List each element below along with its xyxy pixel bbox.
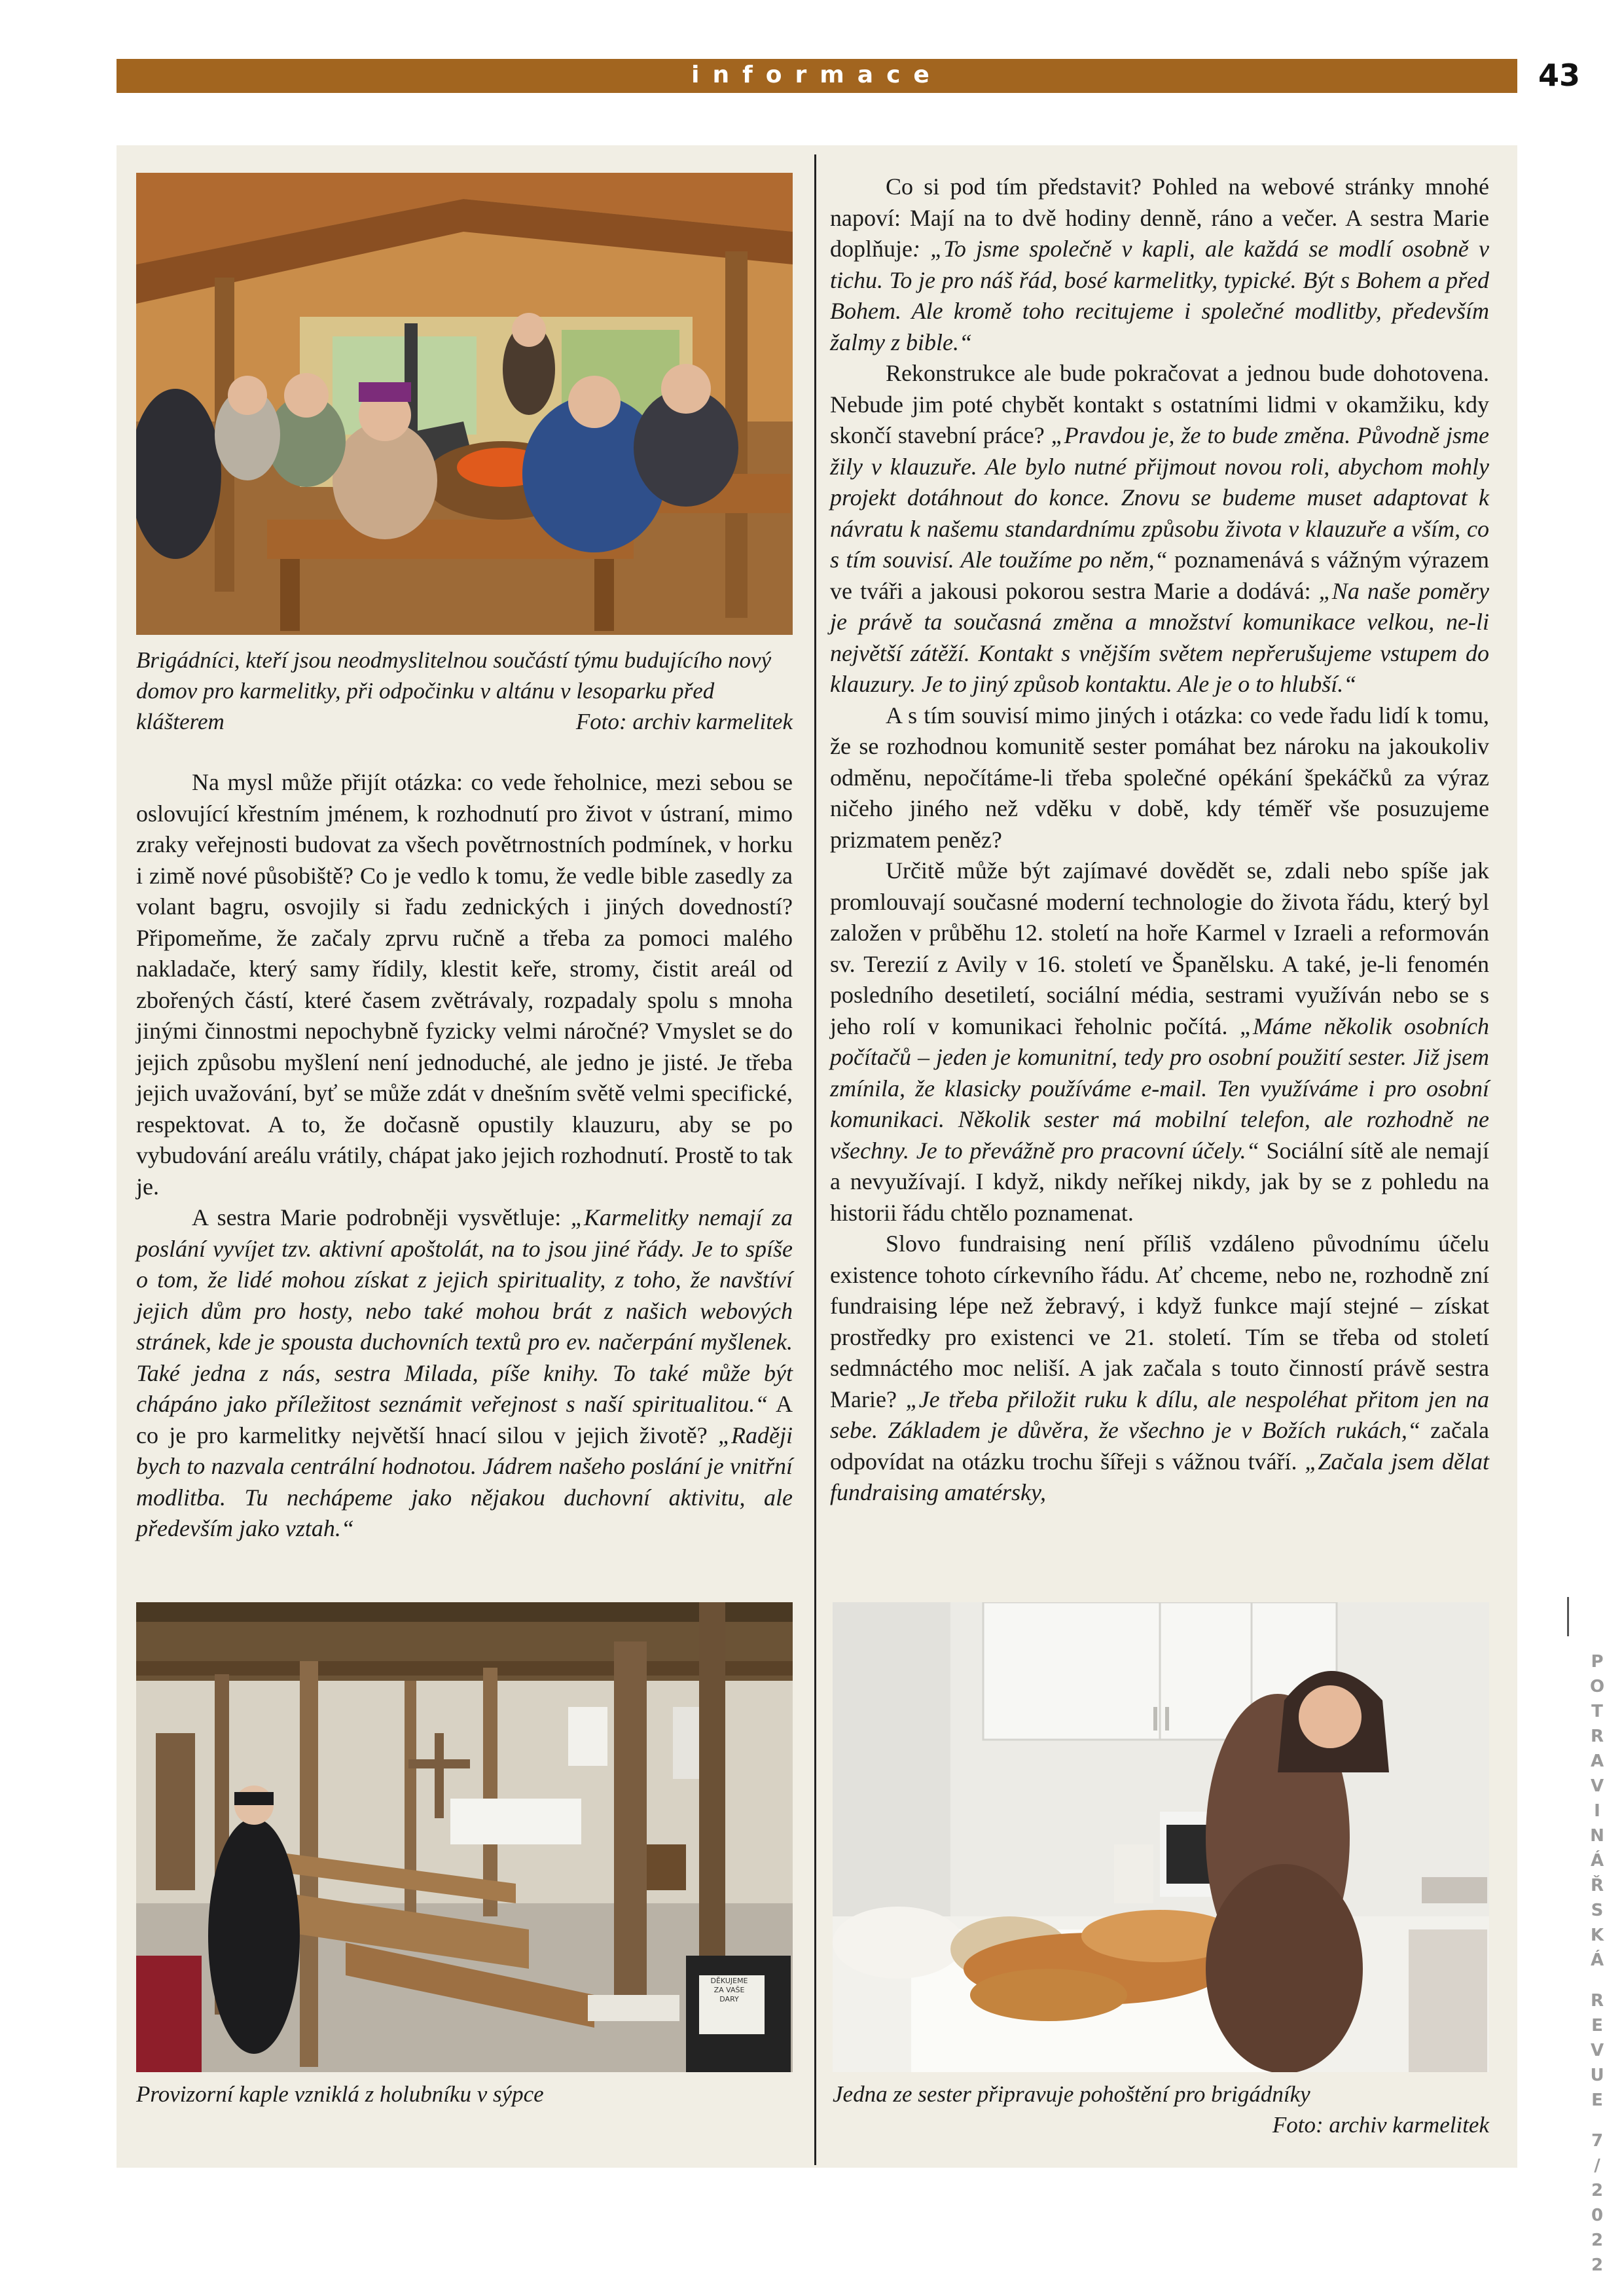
right-paragraph-1-intro: Co si pod tím představit? Pohled na webové stránky mnohé napoví: Mají na to dvě hodiny denně, ráno a večer. A sestra Marie doplňuje: [830, 173, 1489, 262]
side-letter: Ř: [1590, 1876, 1604, 1895]
gazebo-photo: [136, 173, 793, 635]
side-letter: E: [1591, 2016, 1603, 2036]
side-letter: P: [1591, 1652, 1604, 1672]
left-paragraph-2-intro: A sestra Marie podrobněji vysvětluje:: [192, 1204, 571, 1230]
donation-box-line-2: ZA VAŠE: [713, 1986, 745, 1994]
right-paragraph-5-quote-2: „Začala jsem dělat fundraising amatérsky,: [830, 1448, 1489, 1505]
side-letter: R: [1590, 1727, 1604, 1746]
gazebo-caption: [136, 645, 793, 737]
side-letter: N: [1590, 1826, 1604, 1846]
right-paragraph-4-intro: Určitě může být zajímavé dovědět se, zdali nebo spíše jak promlouvají současné moderní technologie do života řádu, který byl založen v průběhu 12. století na hoře Karmel v Izraeli a reformován sv. Terezií z Avily v 16. století ve Španělsku. A také, je-li fenomén posledního desetiletí, sociální média, sestrami využíván nebo se s jeho rolí v komunikaci řeholnic počítá.: [830, 857, 1489, 1039]
right-paragraph-4-quote: „Máme několik osobních počítačů – jeden je komunitní, tedy pro osobní použití sester. Již jsem zmínila, že klasicky používáme e-mail. Ten využíváme i pro osobní komunikaci. Několik sester má mobilní telefon, ale rozhodně ne všechny. Je to převážně pro pracovní účely.“: [830, 1013, 1489, 1164]
right-paragraph-1: [830, 171, 1489, 358]
kitchen-photo: [833, 1602, 1489, 2072]
kitchen-caption-credit: Foto: archiv karmelitek: [1272, 2112, 1489, 2138]
left-column-text: [136, 767, 793, 1545]
side-letter: V: [1590, 2041, 1604, 2060]
right-paragraph-2-quote-2: „Na naše poměry je právě ta současná změna a množství komunikace velkou, ne-li největší zátěží. Kontakt s vnějším světem nepřerušujeme vstupem do klauzury. Je to jiný způsob kontaktu. Ale je o to hlubší.“: [830, 577, 1489, 697]
right-paragraph-4-end: Sociální sítě ale nemají a nevyužívají. I když, nikdy neříkej nikdy, jak by se z pohledu na historii řádu chtělo poznamenat.: [830, 1137, 1490, 1226]
column-divider: [814, 154, 816, 2165]
side-letter: K: [1590, 1926, 1604, 1945]
donation-box-label: [698, 1977, 761, 2004]
side-letter: Á: [1590, 1950, 1604, 1970]
right-paragraph-2-intro: Rekonstrukce ale bude pokračovat a jednou bude dohotovena. Nebude jim poté chybět kontakt s ostatními lidmi v okamžiku, kdy skončí stavební práce?: [830, 360, 1489, 448]
side-letter: [1584, 2113, 1610, 2128]
side-letter: V: [1590, 1776, 1604, 1796]
kitchen-caption: [833, 2079, 1489, 2140]
kitchen-caption-text: Jedna ze sester připravuje pohoštění pro brigádníky: [833, 2081, 1310, 2107]
side-letter: O: [1589, 1677, 1605, 1696]
left-paragraph-1: Na mysl může přijít otázka: co vede řeholnice, mezi sebou se oslovující křestním jménem, k rozhodnutí pro život v ústraní, mimo zraky veřejnosti budovat za všech povětrnostních podmínek, v horku i zimě nové působiště? Co je vedlo k tomu, že vedle bible zasedly za volant bagru, osvojily si řadu zednických i jiných dovedností? Připomeňme, že začaly zprvu ručně a třeba za pomoci malého nakladače, který samy řídily, klestit keře, stromy, čistit areál od zbořených částí, které časem zvětrávaly, rozpadaly spolu s mnoha jinými činnostmi nepochybně fyzicky velmi náročné? Vmyslet se do jejich způsobu myšlení není jednoduché, ale jedno je jisté. Je třeba jejich uvažování, byť se může zdát v dnešním světě velmi specifické, respektovat. A to, že dočasně opustily klauzuru, aby se po vybudování areálu vrátily, chápat jako jejich rozhodnutí. Prostě to tak je.: [136, 769, 793, 1200]
right-paragraph-5-quote-1: „Je třeba přiložit ruku k dílu, ale nespoléhat přitom jen na sebe. Základem je důvěra, že všechno je v Božích rukách,“: [830, 1386, 1489, 1443]
chapel-caption: Provizorní kaple vzniklá z holubníku v sýpce: [136, 2081, 544, 2107]
side-letter: Á: [1590, 1851, 1604, 1871]
right-paragraph-2: [830, 358, 1489, 700]
right-column-text: [830, 171, 1489, 1509]
left-paragraph-2-quote-2: „Raději bych to nazvala centrální hodnotou. Jádrem našeho poslání je vnitřní modlitba. Tu nechápeme jako nějakou duchovní aktivitu, ale především jako vztah.“: [136, 1422, 793, 1541]
left-paragraph-2: [136, 1202, 793, 1545]
right-paragraph-4: [830, 855, 1489, 1229]
gazebo-caption-text: Brigádníci, kteří jsou neodmyslitelnou součástí týmu budujícího nový domov pro karmelitky, při odpočinku v altánu v lesoparku před klášterem: [136, 647, 772, 734]
gazebo-caption-credit: Foto: archiv karmelitek: [575, 709, 793, 734]
side-letter: 2: [1591, 2181, 1604, 2200]
side-letter: T: [1591, 1702, 1603, 1721]
side-letter: 2: [1591, 2255, 1604, 2275]
right-paragraph-1-quote: : „To jsme společně v kapli, ale každá se modlí osobně v tichu. To je pro náš řád, bosé karmelitky, typické. Být s Bohem a před Bohem. Ale kromě toho recitujeme i společné modlitby, především žalmy z bible.“: [830, 236, 1489, 355]
side-letter: 0: [1591, 2206, 1604, 2225]
side-letter: R: [1590, 1991, 1604, 2011]
section-label: informace: [691, 62, 943, 88]
side-letter: A: [1590, 1751, 1604, 1771]
side-publication-label: [1584, 1649, 1610, 2278]
page-number: 43: [1538, 58, 1581, 93]
donation-box-line-3: DARY: [719, 1995, 739, 2003]
side-letter: [1584, 1973, 1610, 1988]
right-paragraph-5: [830, 1229, 1489, 1509]
side-letter: E: [1591, 2090, 1603, 2110]
side-letter: S: [1591, 1901, 1604, 1920]
right-paragraph-2-middle: poznamenává s vážným výrazem ve tváři a jakousi pokorou sestra Marie a dodává:: [830, 547, 1489, 604]
right-paragraph-5-middle: začala odpovídat na otázku trochu šířeji s vážnou tváří.: [830, 1417, 1489, 1475]
left-paragraph-2-question: A co je pro karmelitky největší hnací silou v jejich životě?: [136, 1391, 793, 1448]
side-letter: I: [1594, 1801, 1600, 1821]
side-letter: U: [1590, 2066, 1604, 2085]
right-paragraph-3: A s tím souvisí mimo jiných i otázka: co vede řadu lidí k tomu, že se rozhodnou komunitě sester pomáhat bez nároku na jakoukoliv odměnu, nepočítáme-li třeba společné opékání špekáčků za výraz ničeho jiného než vděku v době, kdy téměř vše posuzujeme prizmatem peněz?: [830, 702, 1489, 853]
side-rule: [1567, 1597, 1569, 1636]
left-paragraph-2-quote-1: „Karmelitky nemají za poslání vyvíjet tzv. aktivní apoštolát, na to jsou jiné řády. Je to spíše o tom, že lidé mohou získat z jejich spirituality, z toho, že navštíví jejich dům pro hosty, nebo také mohou brát z našich webových stránek, kde je spousta duchovních textů pro ev. načerpání myšlenek. Také jedna z nás, sestra Milada, píše knihy. To také může být chápáno jako příležitost seznámit veřejnost s naší spiritualitou.“: [136, 1204, 793, 1417]
side-letter: 2: [1591, 2231, 1604, 2250]
chapel-photo: [136, 1602, 793, 2072]
donation-box-line-1: DĚKUJEME: [710, 1977, 748, 1985]
side-letter: /: [1594, 2156, 1600, 2176]
section-header-bar: [117, 59, 1517, 93]
right-paragraph-5-intro: Slovo fundraising není příliš vzdáleno původnímu účelu existence tohoto církevního řádu. Ať chceme, nebo ne, rozhodně zní fundraising lépe než žebravý, i když funkce mají stejné – získat prostředky pro existenci ve 21. století. Tím se třeba od století sedmnáctého moc neliší. A jak začala s touto činností právě sestra Marie?: [830, 1230, 1489, 1412]
side-letter: 7: [1591, 2131, 1604, 2151]
right-paragraph-2-quote-1: „Pravdou je, že to bude změna. Původně jsme žily v klauzuře. Ale bylo nutné přijmout novou roli, abychom mohly projekt dotáhnout do konce. Znovu se budeme muset adaptovat k návratu k našemu standardnímu způsobu života v klauzuře a vším, co s tím souvisí. Ale toužíme po něm,“: [830, 422, 1489, 573]
